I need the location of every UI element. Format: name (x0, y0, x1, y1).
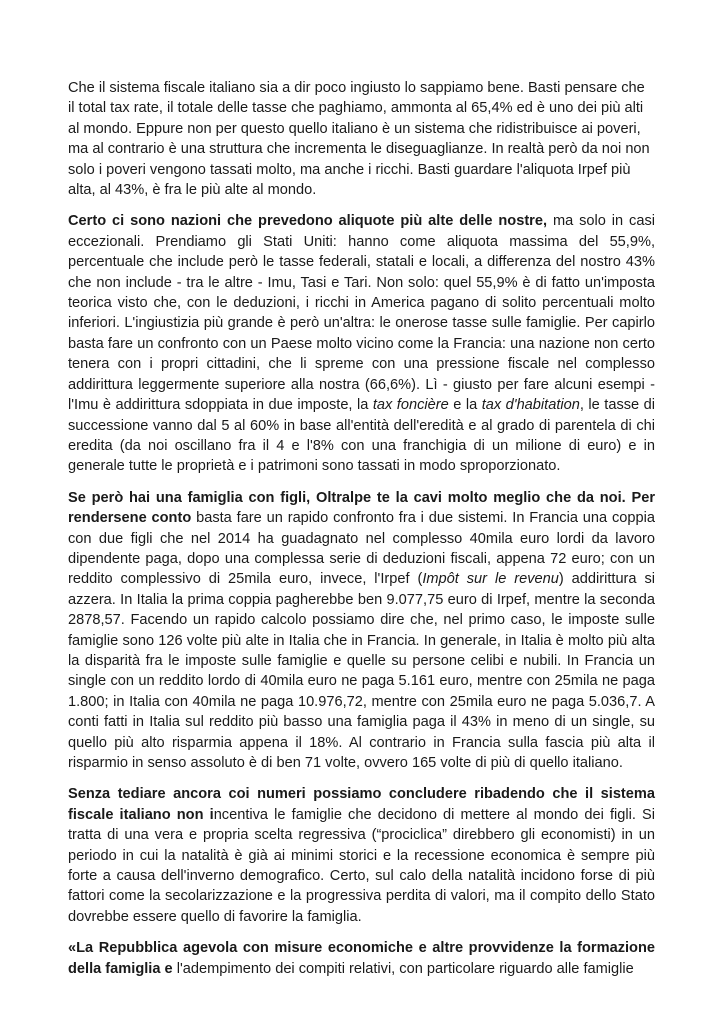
paragraph-5-run-2: l'adempimento dei compiti relativi, con particolare riguardo alle famiglie (172, 960, 634, 977)
paragraph-2-italic-tax-habitation: tax d'habitation (481, 397, 580, 414)
paragraph-5-lead-bold: «La Repubblica agevola con misure economiche e altre provvidenze la formazione della famiglia e (68, 940, 655, 977)
paragraph-3 (68, 488, 655, 774)
paragraph-3-lead-bold: Se però hai una famiglia con figli, Oltralpe te la cavi molto meglio che da noi. Per rendersene conto (68, 489, 655, 527)
paragraph-3-run-4: ) addirittura si azzera. In Italia la prima coppia pagherebbe ben 9.077,75 euro di Irpef, mentre la seconda 2878,57. Facendo un rapido calcolo possiamo dire che, nel primo caso, le imposte sulle famiglie sono 126 volte più alte in Italia che in Francia. In generale, in Italia è molto più alta la disparità fra le imposte sulle famiglie e quelle su persone celibi e nubili. In Francia un single con un reddito lordo di 40mila euro ne paga 5.161 euro, mentre con 25mila ne paga 1.800; in Italia con 40mila ne paga 10.976,72, mentre con 25mila euro ne paga 5.036,7. A conti fatti in Italia sul reddito più basso una famiglia paga il 43% in meno di un single, su quello più alto risparmia appena il 18%. Al contrario in Francia sulla fascia più alta il risparmio in senso assoluto è di ben 71 volte, ovvero 165 volte di più di quello italiano. (68, 571, 655, 771)
paragraph-2-run-4: e la (448, 397, 482, 414)
paragraph-2-lead-bold: Certo ci sono nazioni che prevedono aliquote più alte delle nostre, (68, 213, 548, 230)
paragraph-2-italic-tax-fonciere: tax foncière (372, 397, 449, 414)
paragraph-1 (68, 78, 655, 200)
paragraph-3-run-2: basta fare un rapido confronto fra i due sistemi. In Francia una coppia con due figli che nel 2014 ha guadagnato nel complesso 40mila euro lordi da lavoro dipendente paga, dopo una complessa serie di deduzioni fiscali, appena 72 euro; con un reddito complessivo di 25mila euro, invece, l'Irpef ( (68, 510, 655, 588)
paragraph-2-run-6: , le tasse di successione vanno dal 5 al 60% in base all'entità dell'eredità e al grado di parentela di chi eredita (da noi oscillano fra il 4 e l'8% con una franchigia di un milione di euro) e in generale tutte le proprietà e i patrimoni sono tassati in modo sproporzionato. (68, 397, 656, 475)
paragraph-5 (68, 938, 655, 979)
paragraph-1-run-1: Che il sistema fiscale italiano sia a dir poco ingiusto lo sappiamo bene. Basti pensare che il total tax rate, il totale delle tasse che paghiamo, ammonta al 65,4% ed è uno dei più alti al mondo. Eppure non per questo quello italiano è un sistema che ridistribuisce ai poveri, ma al contrario è una struttura che incrementa le diseguaglianze. In realtà però da noi non solo i poveri vengono tassati molto, ma anche i ricchi. Basti guardare l'aliquota Irpef più alta, al 43%, è fra le più alte al mondo. (68, 80, 650, 199)
paragraph-2-run-2: ma solo in casi eccezionali. Prendiamo gli Stati Uniti: hanno come aliquota massima del 55,9%, percentuale che include però le tasse federali, statali e locali, a differenza del nostro 43% che non include - tra le altre - Imu, Tasi e Tari. Non solo: quel 55,9% è di fatto un'imposta teorica visto che, con le deduzioni, i ricchi in America pagano di solito percentuali molto inferiori. L'ingiustizia più grande è però un'altra: le onerose tasse sulle famiglie. Per capirlo basta fare un confronto con un Paese molto vicino come la Francia: una nazione non certo tenera con i propri cittadini, che li spreme con una pressione fiscale nel complesso addirittura leggermente superiore alla nostra (66,6%). Lì - giusto per fare alcuni esempi - l'Imu è addirittura sdoppiata in due imposte, la (68, 213, 656, 414)
article-body (68, 78, 655, 990)
paragraph-4 (68, 784, 655, 927)
paragraph-4-run-2: ncentiva le famiglie che decidono di mettere al mondo dei figli. Si tratta di una vera e propria scelta regressiva (“prociclica” direbbero gli economisti) in un periodo in cui la natalità è già ai minimi storici e la recessione economica è sempre più forte a causa dell'inverno demografico. Certo, sul calo della natalità incidono forse di più fattori come la secolarizzazione e la progressiva perdita di valori, ma il compito dello Stato dovrebbe essere quello di favorire la famiglia. (68, 806, 655, 925)
paragraph-2 (68, 211, 655, 476)
paragraph-3-italic-impot: Impôt sur le revenu (422, 571, 559, 588)
paragraph-4-lead-bold: Senza tediare ancora coi numeri possiamo concludere ribadendo che il sistema fiscale italiano non i (68, 786, 655, 823)
